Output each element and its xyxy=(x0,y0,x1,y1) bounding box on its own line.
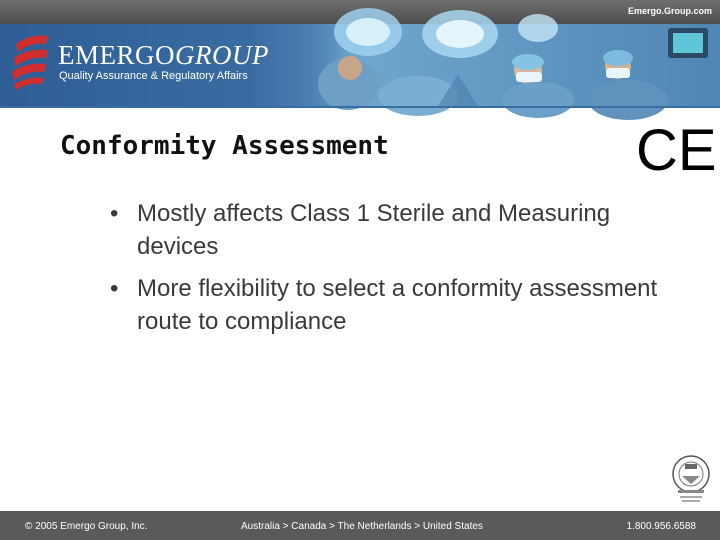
list-item xyxy=(110,197,670,263)
brand-tagline: Quality Assurance & Regulatory Affairs xyxy=(59,70,248,82)
office-locations: Australia > Canada > The Netherlands > United States xyxy=(241,521,483,532)
bullet-icon: • xyxy=(110,200,119,227)
bullet-text: More flexibility to select a conformity assessment route to compliance xyxy=(137,275,658,335)
bullet-list xyxy=(110,197,670,347)
list-item xyxy=(110,272,670,338)
phone-number: 1.800.956.6588 xyxy=(626,521,696,532)
brand-name-part2: GROUP xyxy=(175,40,269,70)
ce-mark-icon xyxy=(636,118,717,183)
copyright: © 2005 Emergo Group, Inc. xyxy=(25,521,148,532)
bullet-text: Mostly affects Class 1 Sterile and Measuring devices xyxy=(137,200,611,260)
surgery-photo xyxy=(288,24,720,106)
site-url[interactable]: Emergo.Group.com xyxy=(627,6,712,16)
footer-bar xyxy=(0,511,720,540)
brand-name-part1: EMERGO xyxy=(58,40,175,70)
bullet-icon: • xyxy=(110,275,119,302)
header-divider xyxy=(0,106,720,108)
emergo-logo-icon[interactable] xyxy=(10,32,52,92)
header-banner xyxy=(0,24,720,106)
ce-mark-text: CE xyxy=(636,118,717,183)
iso-certification-seal-icon xyxy=(670,454,712,504)
brand-name xyxy=(58,40,269,71)
slide-title: Conformity Assessment xyxy=(60,131,389,161)
